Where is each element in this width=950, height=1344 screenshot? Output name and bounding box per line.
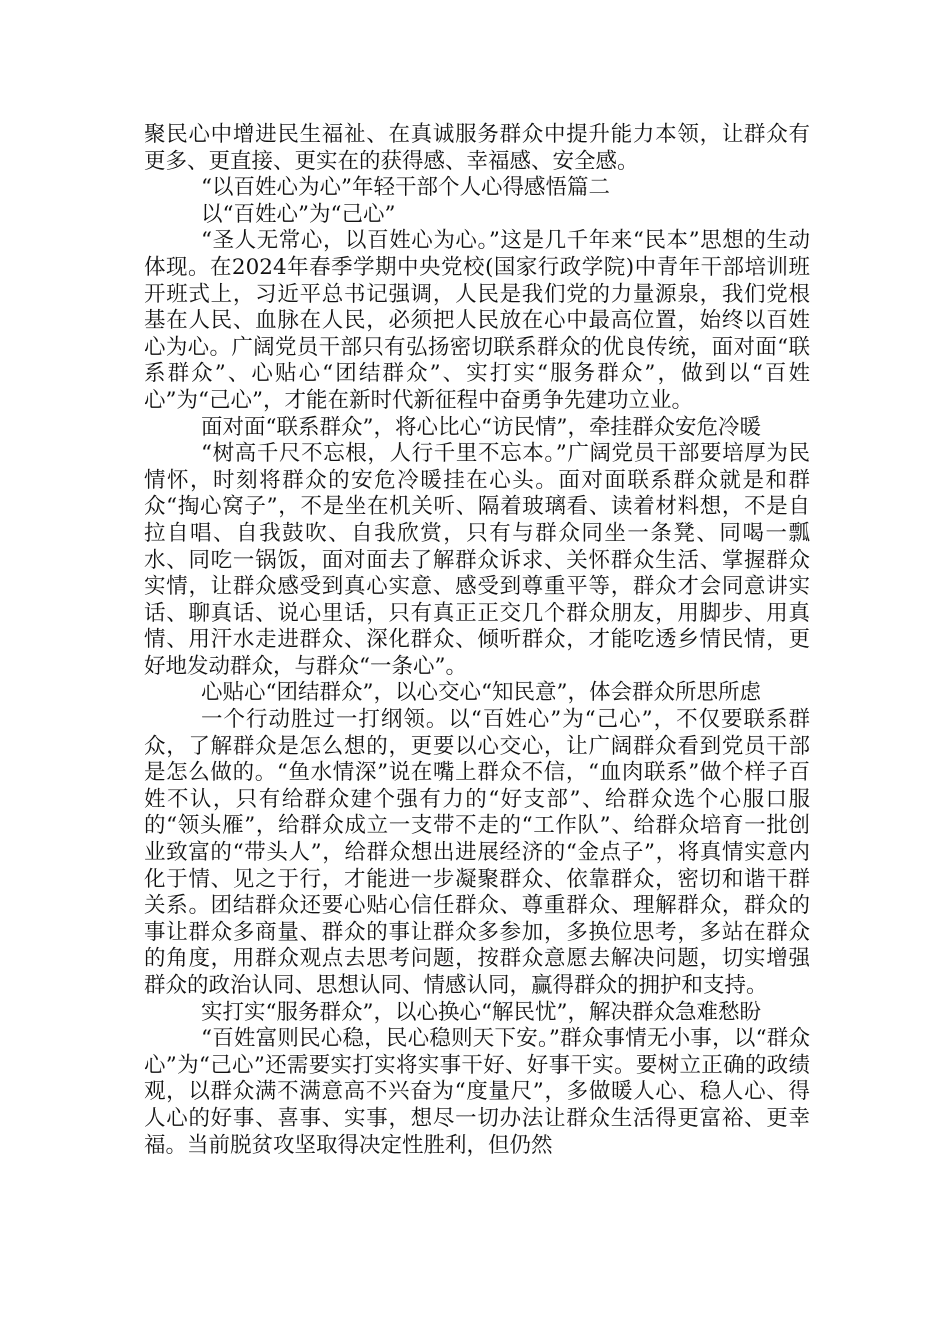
- article-title: “以百姓心为心”年轻干部个人心得感悟篇二: [201, 175, 610, 201]
- paragraph-section-1: “树高千尺不忘根，人行千里不忘本。”广阔党员干部要培厚为民情怀，时刻将群众的安危冷暖挂在心头。面对面联系群众就是和群众“掏心窝子”，不是坐在机关听、隔着玻璃看、读着材料想，不是自拉自唱、自我鼓吹、自我欣赏，只有与群众同坐一条凳、同喝一瓢水、同吃一锅饭，面对面去了解群众诉求、关怀群众生活、掌握群众实情，让群众感受到真心实意、感受到尊重平等，群众才会同意讲实话、聊真话、说心里话，只有真正正交几个群众朋友，用脚步、用真情、用汗水走进群众、深化群众、倾听群众，才能吃透乡情民情，更好地发动群众，与群众“一条心”。: [144, 441, 810, 679]
- paragraph-section-2: 一个行动胜过一打纲领。以“百姓心”为“己心”，不仅要联系群众，了解群众是怎么想的，更要以心交心，让广阔群众看到党员干部是怎么做的。“鱼水情深”说在嘴上群众不信，“血肉联系”做个样子百姓不认，只有给群众建个强有力的“好支部”、给群众选个心服口服的“领头雁”，给群众成立一支带不走的“工作队”、给群众培育一批创业致富的“带头人”，给群众想出进展经济的“金点子”，将真情实意内化于情、见之于行，才能进一步凝聚群众、依靠群众，密切和谐干群关系。团结群众还要心贴心信任群众、尊重群众、理解群众，群众的事让群众多商量、群众的事让群众多参加，多换位思考，多站在群众的角度，用群众观点去思考问题，按群众意愿去解决问题，切实增强群众的政治认同、思想认同、情感认同，赢得群众的拥护和支持。: [144, 707, 810, 998]
- paragraph-section-3: “百姓富则民心稳，民心稳则天下安。”群众事情无小事，以“群众心”为“己心”还需要实打实将实事干好、好事干实。要树立正确的政绩观，以群众满不满意高不兴奋为“度量尺”，多做暖人心、稳人心、得人心的好事、喜事、实事，想尽一切办法让群众生活得更富裕、更幸福。当前脱贫攻坚取得决定性胜利，但仍然: [144, 1026, 810, 1158]
- document-page: [144, 122, 810, 1159]
- paragraph-intro: “圣人无常心，以百姓心为心。”这是几千年来“民本”思想的生动体现。在2024年春季学期中央党校(国家行政学院)中青年干部培训班开班式上，习近平总书记强调，人民是我们党的力量源泉，我们党根基在人民、血脉在人民，必须把人民放在心中最高位置，始终以百姓心为心。广阔党员干部只有弘扬密切联系群众的优良传统，面对面“联系群众”、心贴心“团结群众”、实打实“服务群众”，做到以“百姓心”为“己心”，才能在新时代新征程中奋勇争先建功立业。: [144, 228, 810, 413]
- section-heading-2: 心贴心“团结群众”，以心交心“知民意”，体会群众所思所虑: [201, 680, 761, 706]
- section-heading-1: 面对面“联系群众”，将心比心“访民情”，牵挂群众安危冷暖: [201, 414, 761, 440]
- section-heading-3: 实打实“服务群众”，以心换心“解民忧”，解决群众急难愁盼: [201, 999, 761, 1025]
- paragraph-continued: 聚民心中增进民生福祉、在真诚服务群众中提升能力本领，让群众有更多、更直接、更实在的获得感、幸福感、安全感。: [144, 122, 810, 174]
- article-subtitle: 以“百姓心”为“己心”: [201, 201, 396, 227]
